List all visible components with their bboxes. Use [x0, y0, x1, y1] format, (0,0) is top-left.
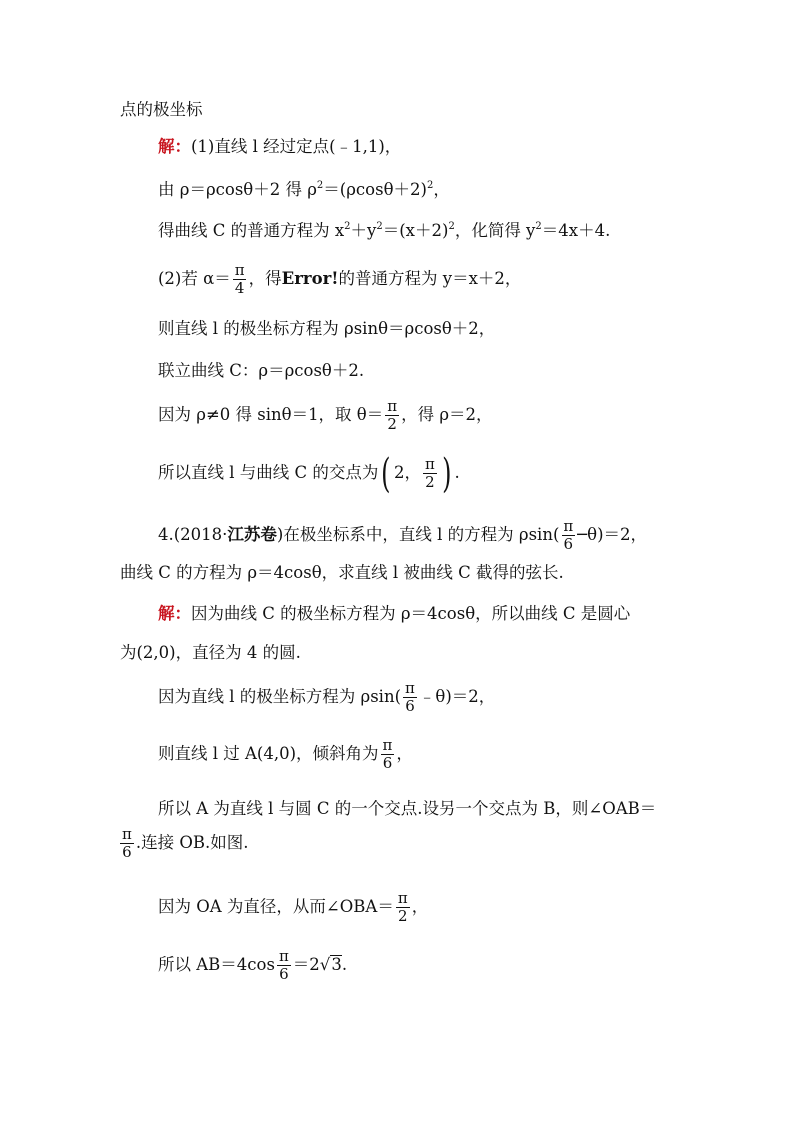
solution-2-line-5: 所以直线 l 与曲线 C 的交点为( 2， $\frac{\pi}{2}$ ) . [158, 450, 460, 497]
solution-2-line-4: 因为 ρ≠0 得 sinθ＝1，取 θ＝ $\frac{\pi}{2}$ ，得 ρ＝2， [158, 397, 493, 433]
fraction-pi-over-2: $\frac{\pi}{2}$ [397, 889, 408, 925]
question-4-line-1: 4.(2018·江苏卷)在极坐标系中，直线 l 的方程为 ρsin( $\frac{\pi}{6}$ ─θ)＝2， [158, 517, 648, 553]
header-line: 点的极坐标 [120, 100, 203, 119]
fraction-pi-over-6: $\frac{\pi}{6}$ [122, 825, 132, 861]
solution-4-line-3: 因为直线 l 的极坐标方程为 ρsin( $\frac{\pi}{6}$ ﹣θ)＝2， [158, 679, 496, 715]
solution-label: 解： [158, 137, 191, 156]
sqrt-3: 3 [331, 955, 342, 974]
error-text: Error! [281, 269, 339, 288]
fraction-pi-over-6: $\frac{\pi}{6}$ [278, 947, 289, 983]
question-4-line-2: 曲线 C 的方程为 ρ＝4cosθ，求直线 l 被曲线 C 截得的弦长. [120, 563, 564, 582]
solution-1-line-3: 得曲线 C 的普通方程为 $x^2+y^2=(x+2)^2$，化简得 $y^2=4x+4$. [158, 221, 611, 240]
solution-1-line-1: 解：(1)直线 l 经过定点(﹣1,1)， [158, 137, 402, 156]
fraction-pi-over-2: $\frac{\pi}{2}$ [387, 397, 398, 433]
solution-4-line-6: $\frac{\pi}{6}$ .连接 OB.如图. [122, 825, 249, 861]
solution-2-line-1: (2)若 α＝ $\frac{\pi}{4}$ ，得Error!的普通方程为 y＝x＋2， [158, 261, 522, 297]
solution-4-line-4: 则直线 l 过 A(4,0)，倾斜角为 $\frac{\pi}{6}$ ， [158, 736, 413, 772]
solution-2-line-3: 联立曲线 C：ρ＝ρcosθ＋2. [158, 361, 365, 380]
fraction-pi-over-6: $\frac{\pi}{6}$ [405, 679, 415, 715]
solution-4-line-1: 解：因为曲线 C 的极坐标方程为 ρ＝4cosθ，所以曲线 C 是圆心 [158, 604, 631, 623]
solution-2-line-2: 则直线 l 的极坐标方程为 ρsinθ＝ρcosθ＋2， [158, 319, 496, 338]
fraction-pi-over-2: $\frac{\pi}{2}$ [425, 455, 435, 491]
solution-label: 解： [158, 604, 191, 623]
fraction-pi-over-6: $\frac{\pi}{6}$ [563, 517, 574, 553]
solution-4-line-8: 所以 AB＝4cos $\frac{\pi}{6}$ ＝2√3. [158, 947, 348, 983]
solution-4-line-2: 为(2,0)，直径为 4 的圆. [120, 643, 301, 662]
source-label: 江苏卷 [227, 525, 277, 544]
fraction-pi-over-6: $\frac{\pi}{6}$ [382, 736, 393, 772]
solution-4-line-7: 因为 OA 为直径，从而∠OBA＝ $\frac{\pi}{2}$ ， [158, 889, 429, 925]
solution-4-line-5: 所以 A 为直线 l 与圆 C 的一个交点.设另一个交点为 B，则∠OAB＝ [158, 799, 657, 818]
fraction-pi-over-4: $\frac{\pi}{4}$ [234, 261, 245, 297]
solution-1-line-2: 由 ρ＝ρcosθ＋2 得 $\rho^2=(\rho\cos\theta+2)^2$， [158, 180, 450, 199]
